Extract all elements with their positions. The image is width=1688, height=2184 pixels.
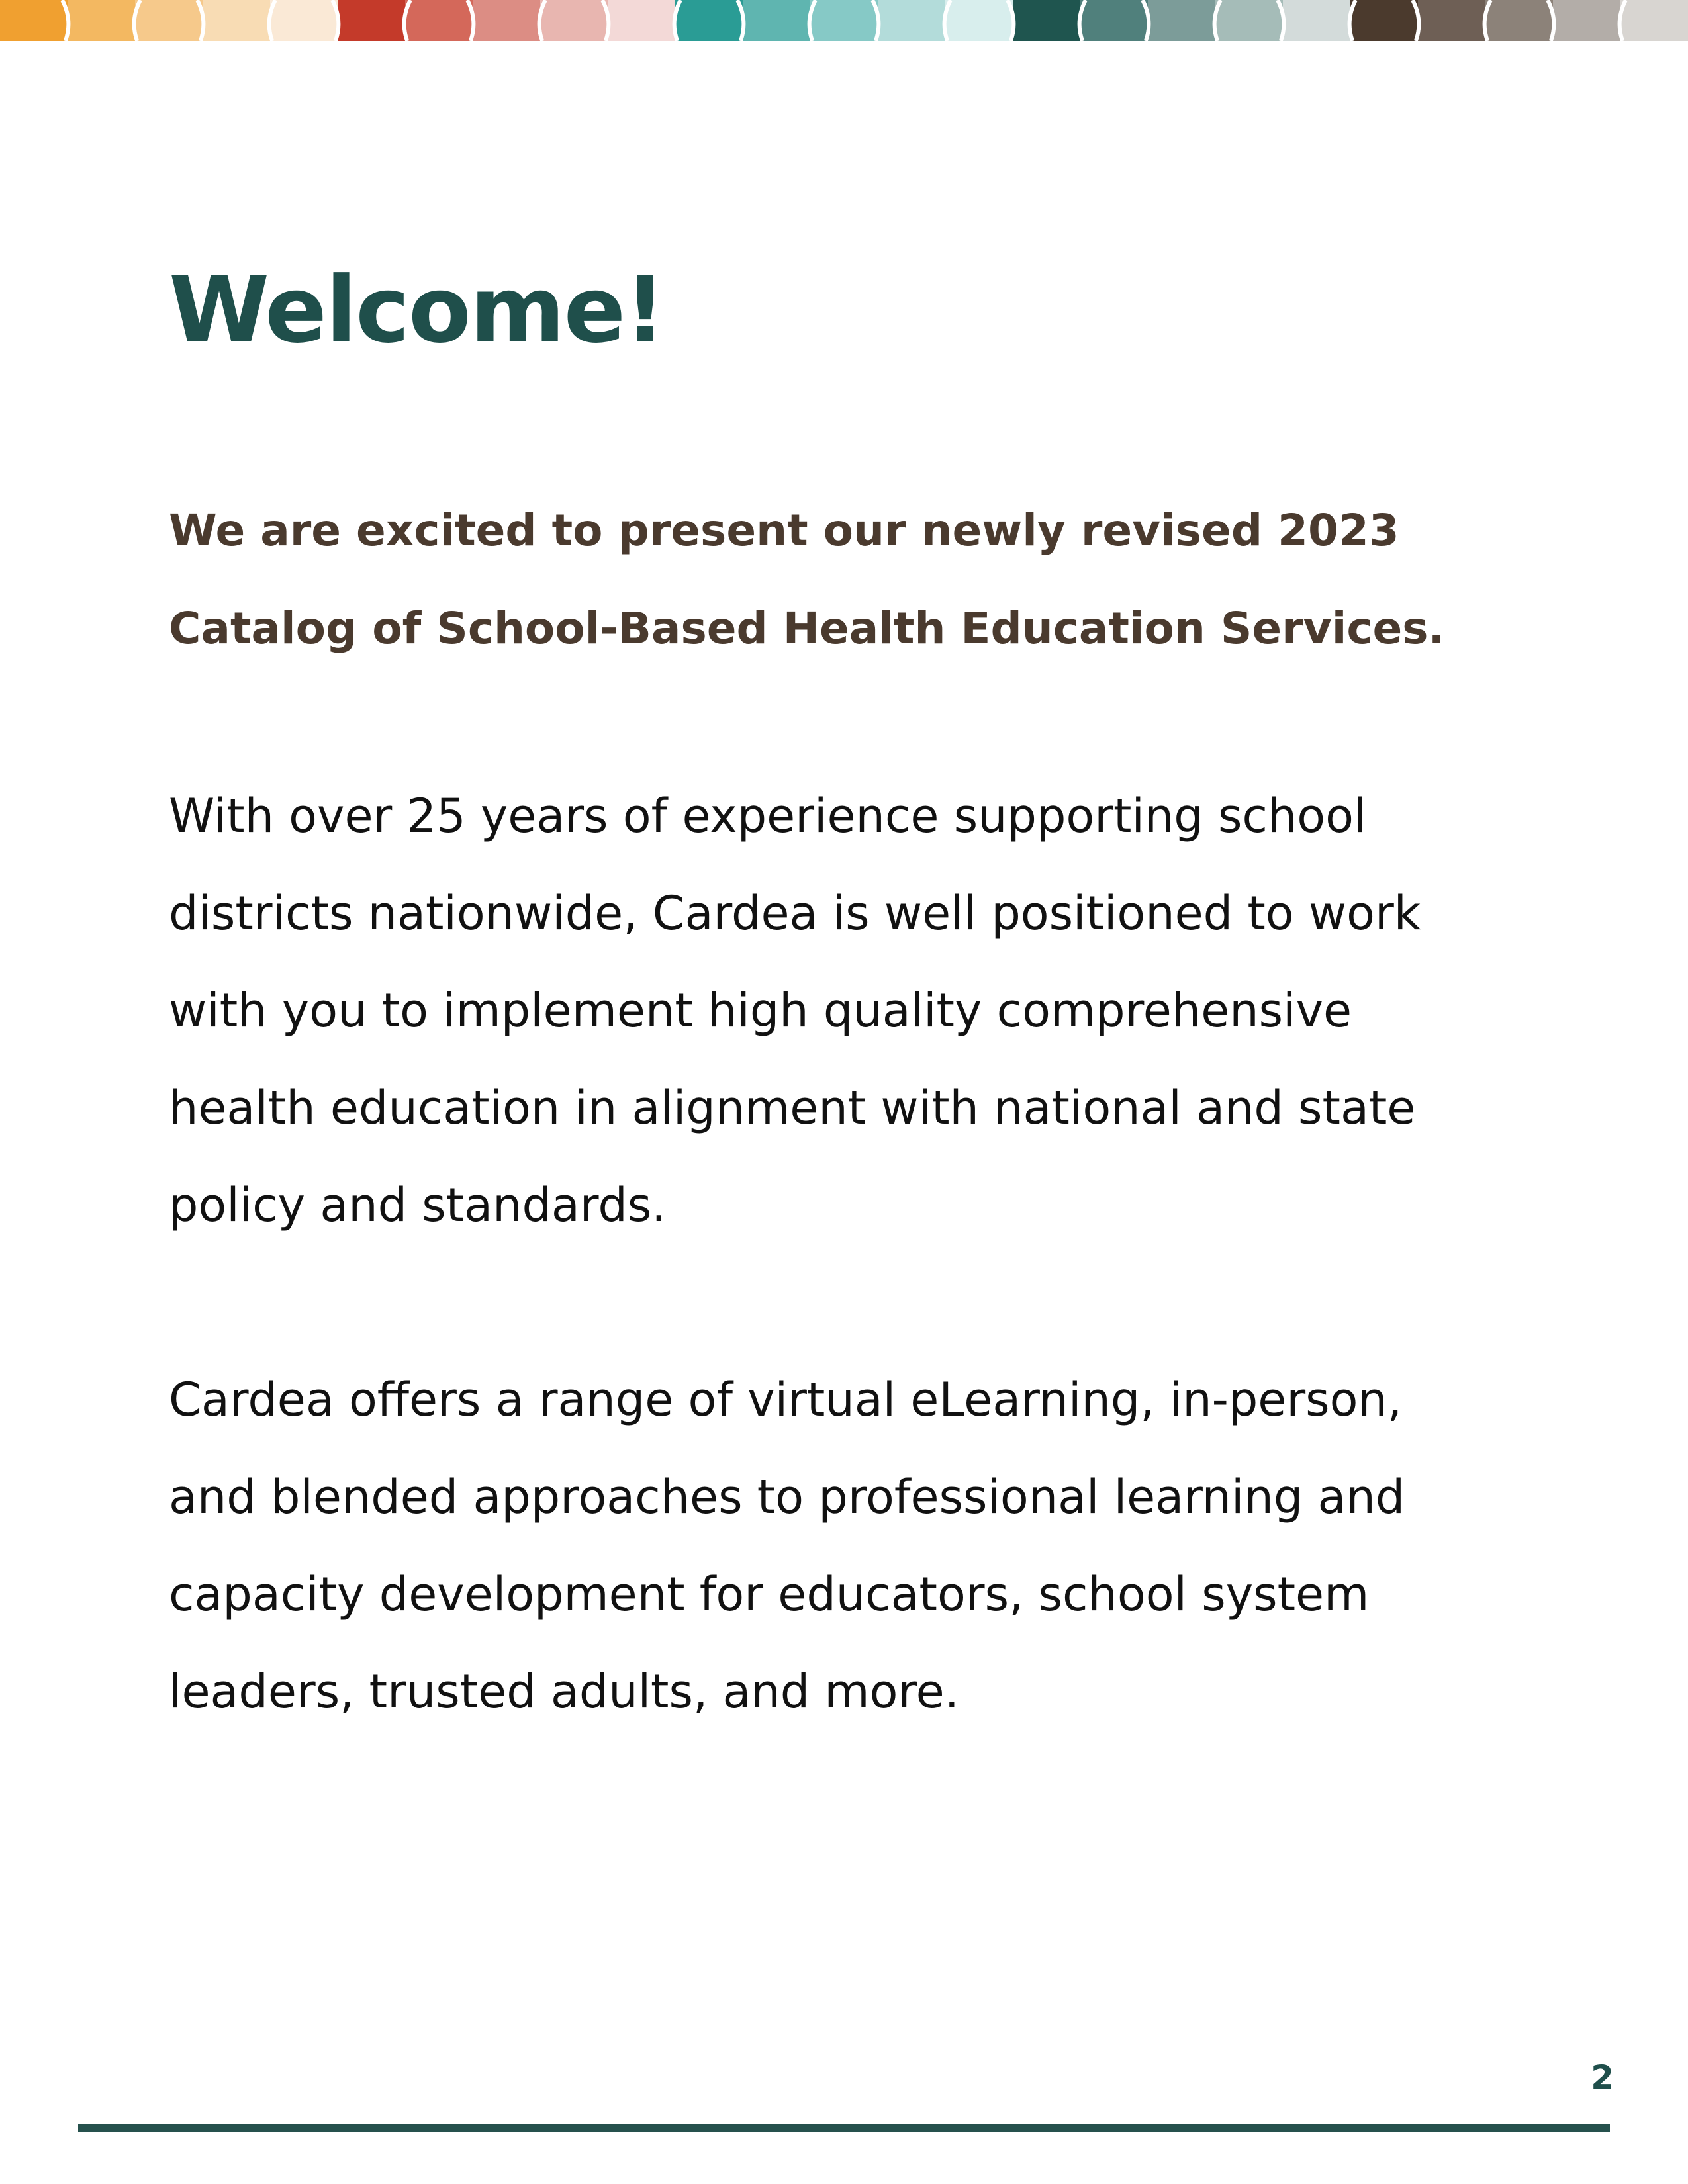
band-segment (68, 0, 136, 41)
band-segment (1553, 0, 1621, 41)
band-segment (945, 0, 1013, 41)
band-segment (1485, 0, 1554, 41)
decorative-color-band (0, 0, 1688, 41)
band-segment (1283, 0, 1351, 41)
band-segment (135, 0, 203, 41)
band-segment (540, 0, 608, 41)
band-segment (0, 0, 68, 41)
footer-divider (78, 2124, 1610, 2132)
paragraph-line: Cardea offers a range of virtual eLearning, in-person, (169, 1373, 1403, 1427)
band-segment (810, 0, 878, 41)
paragraph-experience (169, 768, 1559, 1254)
band-segment (1148, 0, 1216, 41)
paragraph-line: capacity development for educators, school system (169, 1567, 1370, 1621)
paragraph-line: health education in alignment with national and state (169, 1081, 1416, 1135)
band-segment (675, 0, 743, 41)
band-segment (1418, 0, 1486, 41)
paragraph-line: and blended approaches to professional learning and (169, 1470, 1405, 1524)
paragraph-line: policy and standards. (169, 1178, 667, 1232)
band-segment (1080, 0, 1149, 41)
page-number: 2 (1591, 2058, 1614, 2097)
paragraph-offerings (169, 1351, 1559, 1741)
intro-line: We are excited to present our newly revised 2023 (169, 505, 1399, 556)
band-segment (1013, 0, 1081, 41)
band-segment (473, 0, 541, 41)
intro-line: Catalog of School-Based Health Education Services. (169, 603, 1445, 654)
paragraph-line: districts nationwide, Cardea is well positioned to work (169, 886, 1421, 940)
band-segment (1620, 0, 1688, 41)
band-segment (743, 0, 811, 41)
paragraph-line: With over 25 years of experience supporting school (169, 789, 1367, 843)
band-segment (1350, 0, 1419, 41)
paragraph-line: leaders, trusted adults, and more. (169, 1664, 959, 1719)
band-segment (338, 0, 406, 41)
band-segment (203, 0, 271, 41)
band-segment (270, 0, 338, 41)
band-segment (405, 0, 473, 41)
band-segment (1215, 0, 1284, 41)
intro-text (169, 482, 1526, 678)
paragraph-line: with you to implement high quality comprehensive (169, 983, 1352, 1038)
band-segment (878, 0, 946, 41)
band-segment (608, 0, 676, 41)
page-title: Welcome! (169, 257, 665, 363)
